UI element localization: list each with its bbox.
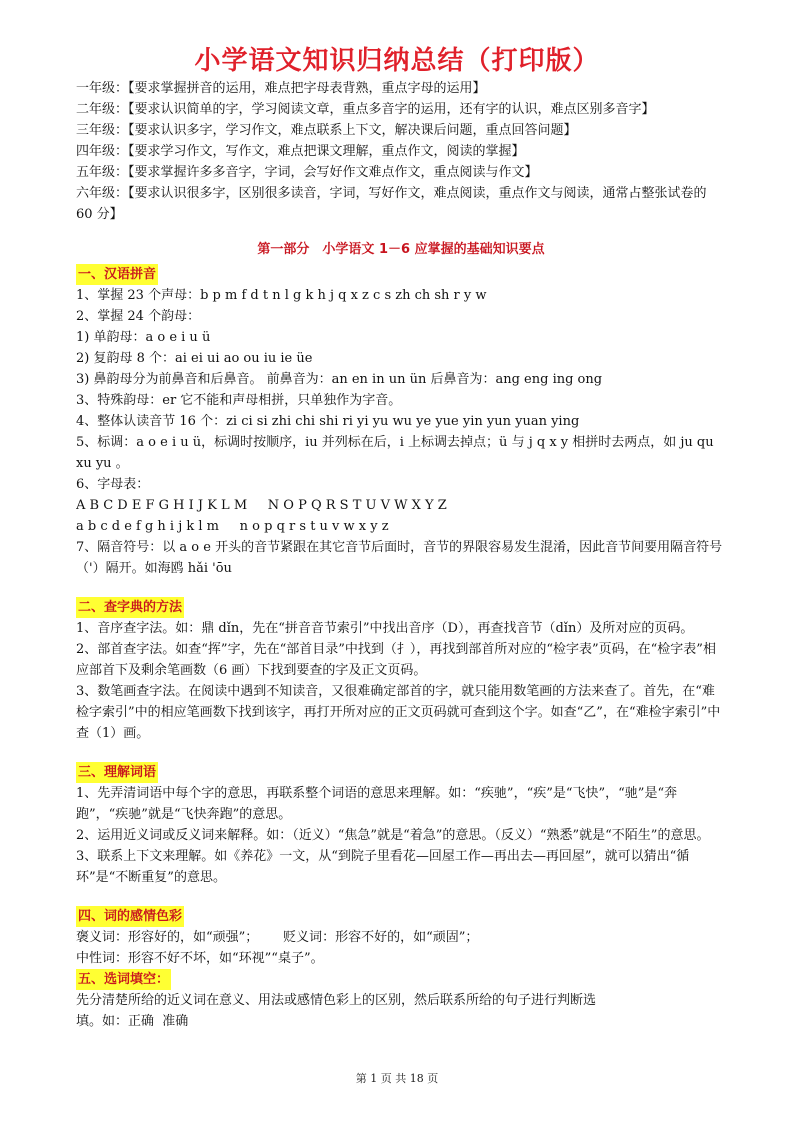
alphabet-lower: a b c d e f g h i j k l m n o p q r s t u v w x y z: [76, 519, 389, 534]
dictionary-line: 3、数笔画查字法。在阅读中遇到不知读音，又很难确定部首的字，就只能用数笔画的方法来查了。首先，在“难检字索引”中的相应笔画数下找到该字，再打开所对应的正文页码就可查到这个字。如查“乙”，在“难检字索引”中查（1）画。: [76, 684, 721, 741]
page-footer: 第 1 页 共 18 页: [355, 1072, 439, 1085]
pinyin-line: 3、特殊韵母：er 它不能和声母相拼，只单独作为字音。: [76, 393, 402, 408]
pinyin-line: 2) 复韵母 8 个：ai ei ui ao ou iu ie üe: [76, 351, 313, 366]
grade-line-1: 一年级：【要求掌握拼音的运用，难点把字母表背熟，重点字母的运用】: [76, 81, 486, 96]
emotion-line: 褒义词：形容好的，如“顽强”； 贬义词：形容不好的，如“顽固”；: [76, 930, 479, 945]
grade-line-3: 三年级：【要求认识多字，学习作文，难点联系上下文，解决课后问题，重点回答问题】: [76, 123, 577, 138]
pinyin-line: 6、字母表：: [76, 477, 150, 492]
section-heading-fill: 五、选词填空：: [76, 969, 171, 990]
pinyin-line: 3) 鼻韵母分为前鼻音和后鼻音。 前鼻音为：an en in un ün 后鼻音为：ang eng ing ong: [76, 372, 603, 387]
fill-line: 填。如：正确 准确: [76, 1014, 189, 1029]
dictionary-line: 1、音序查字法。如：鼎 dǐn，先在“拼音音节索引”中找出音序（D），再查找音节（dǐn）及所对应的页码。: [76, 621, 694, 636]
section-heading-words: 三、理解词语: [76, 762, 158, 783]
document-body: [76, 78, 726, 1032]
pinyin-line: 2、掌握 24 个韵母：: [76, 309, 201, 324]
pinyin-line: 7、隔音符号：以 a o e 开头的音节紧跟在其它音节后面时，音节的界限容易发生混淆，因此音节间要用隔音符号（'）隔开。如海鸥 hǎi 'ōu: [76, 540, 723, 576]
dictionary-line: 2、部首查字法。如查“挥”字，先在“部首目录”中找到（扌），再找到部首所对应的“检字表”页码，在“检字表”相应部首下及剩余笔画数（6 画）下找到要查的字及正文页码。: [76, 642, 716, 678]
grade-line-2: 二年级：【要求认识简单的字，学习阅读文章，重点多音字的运用，还有字的认识，难点区别多音字】: [76, 102, 655, 117]
words-line: 3、联系上下文来理解。如《养花》一文，从“到院子里看花—回屋工作—再出去—再回屋”，就可以猜出“循环”是“不断重复”的意思。: [76, 849, 690, 885]
words-line: 2、运用近义词或反义词来解释。如：（近义）“焦急”就是“着急”的意思。（反义）“熟悉”就是“不陌生”的意思。: [76, 828, 710, 843]
section-heading-pinyin: 一、汉语拼音: [76, 264, 158, 285]
words-line: 1、先弄清词语中每个字的意思，再联系整个词语的意思来理解。如：“疾驰”，“疾”是“飞快”，“驰”是“奔跑”，“疾驰”就是“飞快奔跑”的意思。: [76, 786, 678, 822]
alphabet-upper: A B C D E F G H I J K L M N O P Q R S T U V W X Y Z: [76, 498, 447, 513]
emotion-line: 中性词：形容不好不坏，如“环视”“桌子”。: [76, 951, 324, 966]
section-heading-dictionary: 二、查字典的方法: [76, 597, 184, 618]
pinyin-line: 5、标调：a o e i u ü，标调时按顺序，iu 并列标在后，i 上标调去掉点；ü 与 j q x y 相拼时去两点，如 ju qu xu yu 。: [76, 435, 714, 471]
pinyin-line: 1、掌握 23 个声母：b p m f d t n l g k h j q x z c s zh ch sh r y w: [76, 288, 487, 303]
grade-line-6: 六年级：【要求认识很多字，区别很多读音，字词，写好作文，难点阅读，重点作文与阅读，通常占整张试卷的 60 分】: [76, 186, 707, 222]
pinyin-line: 1) 单韵母：a o e i u ü: [76, 330, 211, 345]
grade-line-5: 五年级：【要求掌握许多多音字，字词，会写好作文难点作文，重点阅读与作文】: [76, 165, 538, 180]
section-heading-emotion: 四、词的感情色彩: [76, 906, 184, 927]
page-title: 小学语文知识归纳总结（打印版）: [194, 46, 600, 76]
grade-line-4: 四年级：【要求学习作文，写作文，难点把课文理解，重点作文，阅读的掌握】: [76, 144, 525, 159]
part-title: 第一部分 小学语文 1－6 应掌握的基础知识要点: [257, 242, 545, 257]
fill-line: 先分清楚所给的近义词在意义、用法或感情色彩上的区别，然后联系所给的句子进行判断选: [76, 993, 597, 1008]
pinyin-line: 4、整体认读音节 16 个：zi ci si zhi chi shi ri yi yu wu ye yue yin yun yuan ying: [76, 414, 580, 429]
